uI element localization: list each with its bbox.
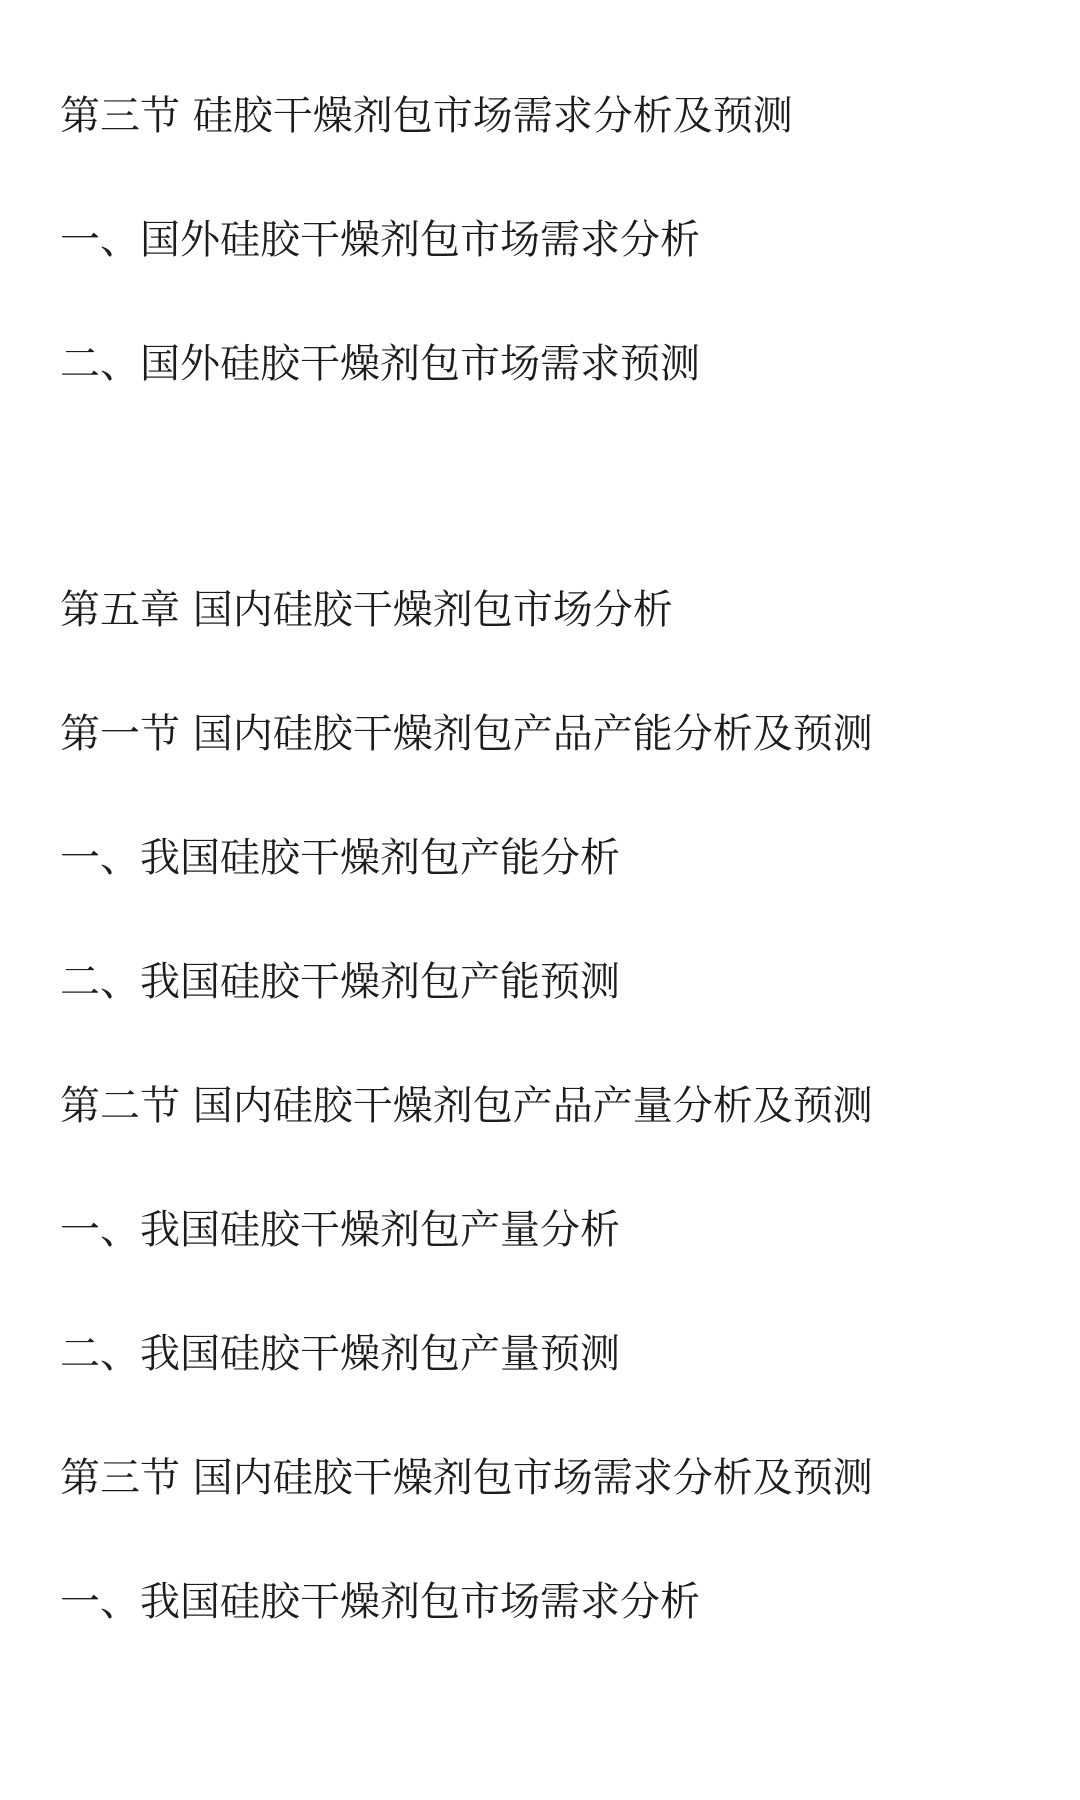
list-item: 一、国外硅胶干燥剂包市场需求分析 <box>60 217 700 263</box>
list-item: 一、我国硅胶干燥剂包市场需求分析 <box>60 1579 700 1625</box>
section-heading: 第三节 国内硅胶干燥剂包市场需求分析及预测 <box>60 1455 873 1501</box>
section-heading: 第一节 国内硅胶干燥剂包产品产能分析及预测 <box>60 711 873 757</box>
list-item: 二、国外硅胶干燥剂包市场需求预测 <box>60 341 700 387</box>
chapter-heading: 第五章 国内硅胶干燥剂包市场分析 <box>60 587 673 633</box>
list-item: 一、我国硅胶干燥剂包产量分析 <box>60 1207 620 1253</box>
list-item: 一、我国硅胶干燥剂包产能分析 <box>60 835 620 881</box>
section-heading: 第三节 硅胶干燥剂包市场需求分析及预测 <box>60 93 793 139</box>
list-item: 二、我国硅胶干燥剂包产能预测 <box>60 959 620 1005</box>
section-heading: 第二节 国内硅胶干燥剂包产品产量分析及预测 <box>60 1083 873 1129</box>
list-item: 二、我国硅胶干燥剂包产量预测 <box>60 1331 620 1377</box>
